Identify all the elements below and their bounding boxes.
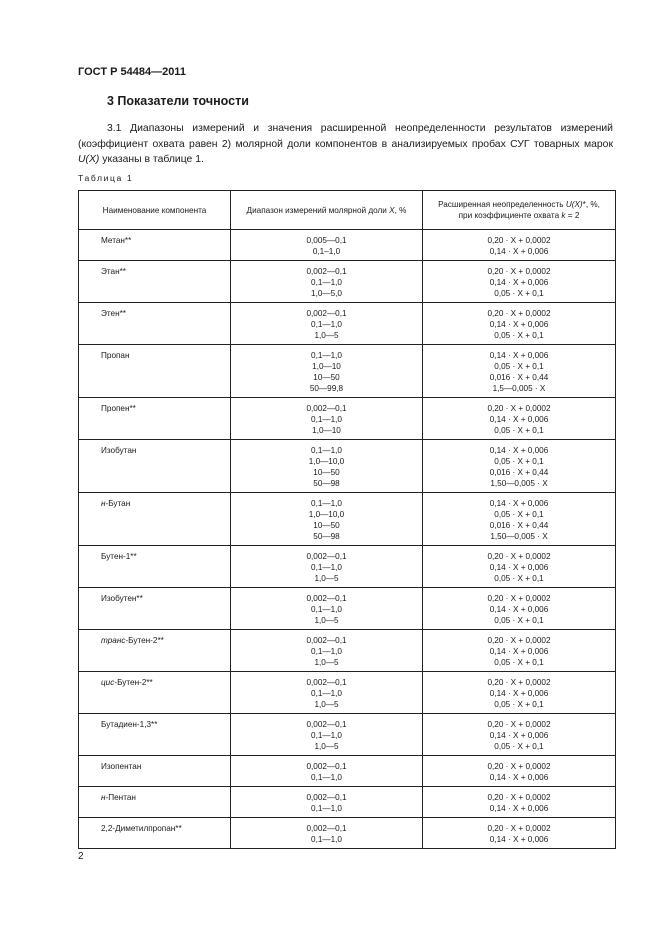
component-cell (79, 303, 231, 345)
component-name: Пропан (101, 351, 130, 360)
component-name: Метан** (101, 236, 132, 245)
uncertainty-value: 0,14 · X + 0,006 (489, 415, 549, 424)
component-name: транс-Бутен-2** (101, 636, 164, 645)
range-cell (231, 493, 423, 546)
uncertainty-value: 0,05 · X + 0,1 (494, 574, 544, 583)
uncertainty-value: 0,14 · X + 0,006 (489, 278, 549, 287)
range-value: 1,0—5 (314, 700, 339, 709)
uncertainty-value: 0,14 · X + 0,006 (489, 499, 549, 508)
range-value: 0,1—1,0 (311, 415, 342, 424)
uncertainty-value: 0,20 · X + 0,0002 (487, 267, 551, 276)
range-cell (231, 440, 423, 493)
table-row (79, 261, 616, 303)
uncertainty-value: 0,20 · X + 0,0002 (487, 762, 551, 771)
uncertainty-value: 0,14 · X + 0,006 (489, 835, 549, 844)
uncertainty-value: 0,05 · X + 0,1 (494, 331, 544, 340)
component-cell (79, 345, 231, 398)
component-cell (79, 756, 231, 787)
range-value: 0,002—0,1 (306, 824, 347, 833)
component-name: 2,2-Диметилпропан** (101, 824, 182, 833)
range-value: 0,002—0,1 (306, 267, 347, 276)
component-cell (79, 230, 231, 261)
uncertainty-value: 0,05 · X + 0,1 (494, 426, 544, 435)
uncertainty-value: 0,016 · X + 0,44 (489, 373, 549, 382)
page-number: 2 (78, 851, 84, 862)
range-cell (231, 756, 423, 787)
uncertainty-value: 1,50—0,005 · X (490, 532, 548, 541)
range-value: 0,1—1,0 (311, 689, 342, 698)
document-header: ГОСТ Р 54484—2011 (78, 66, 186, 78)
range-value: 0,005—0,1 (306, 236, 347, 245)
uncertainty-value: 0,05 · X + 0,1 (494, 742, 544, 751)
header-component: Наименование компонента (79, 191, 231, 230)
range-value: 0,1—1,0 (311, 351, 342, 360)
component-cell (79, 818, 231, 849)
component-name: Бутадиен-1,3** (101, 720, 158, 729)
uncertainty-cell (423, 588, 616, 630)
range-cell (231, 714, 423, 756)
component-name: Пропен** (101, 404, 136, 413)
uncertainty-cell (423, 630, 616, 672)
uncertainty-value: 0,016 · X + 0,44 (489, 521, 549, 530)
uncertainty-value: 0,05 · X + 0,1 (494, 457, 544, 466)
range-value: 10—50 (313, 468, 340, 477)
range-value: 0,1—1,0 (311, 278, 342, 287)
component-name: Этен** (101, 309, 126, 318)
table-row (79, 440, 616, 493)
uncertainty-value: 0,20 · X + 0,0002 (487, 552, 551, 561)
range-cell (231, 672, 423, 714)
uncertainty-value: 0,20 · X + 0,0002 (487, 793, 551, 802)
range-value: 0,002—0,1 (306, 678, 347, 687)
range-value: 0,1—1,0 (311, 835, 342, 844)
uncertainty-value: 0,05 · X + 0,1 (494, 658, 544, 667)
range-value: 1,0—5 (314, 616, 339, 625)
range-value: 0,1—1,0 (311, 605, 342, 614)
component-name: Изопентан (101, 762, 142, 771)
range-cell (231, 630, 423, 672)
uncertainty-value: 0,016 · X + 0,44 (489, 468, 549, 477)
uncertainty-cell (423, 230, 616, 261)
table-row (79, 818, 616, 849)
header-uncertainty: Расширенная неопределенность U(X)*, %, при коэффициенте охвата k = 2 (423, 191, 616, 230)
table-row (79, 714, 616, 756)
range-cell (231, 787, 423, 818)
uncertainty-value: 0,05 · X + 0,1 (494, 616, 544, 625)
range-value: 0,002—0,1 (306, 793, 347, 802)
range-cell (231, 230, 423, 261)
uncertainty-value: 0,20 · X + 0,0002 (487, 404, 551, 413)
uncertainty-value: 0,20 · X + 0,0002 (487, 678, 551, 687)
range-value: 0,002—0,1 (306, 720, 347, 729)
uncertainty-cell (423, 493, 616, 546)
component-cell (79, 787, 231, 818)
range-value: 1,0—10 (312, 362, 341, 371)
range-value: 0,002—0,1 (306, 309, 347, 318)
component-cell (79, 440, 231, 493)
range-value: 1,0—10,0 (308, 457, 345, 466)
range-value: 0,1—1,0 (311, 563, 342, 572)
range-value: 0,1—1,0 (311, 499, 342, 508)
uncertainty-value: 0,14 · X + 0,006 (489, 773, 549, 782)
range-value: 0,1–1,0 (312, 247, 341, 256)
component-name: Этан** (101, 267, 126, 276)
uncertainty-value: 0,05 · X + 0,1 (494, 700, 544, 709)
uncertainty-value: 0,14 · X + 0,006 (489, 689, 549, 698)
uncertainty-cell (423, 672, 616, 714)
uncertainty-cell (423, 261, 616, 303)
uncertainty-value: 0,14 · X + 0,006 (489, 446, 549, 455)
component-name: Изобутен** (101, 594, 143, 603)
table-row (79, 672, 616, 714)
range-value: 1,0—5 (314, 742, 339, 751)
range-value: 1,0—5 (314, 658, 339, 667)
uncertainty-cell (423, 440, 616, 493)
range-value: 1,0—10,0 (308, 510, 345, 519)
accuracy-table (78, 190, 616, 849)
uncertainty-cell (423, 787, 616, 818)
range-value: 0,002—0,1 (306, 636, 347, 645)
uncertainty-value: 1,50—0,005 · X (490, 479, 548, 488)
table-header-row (79, 191, 616, 230)
range-value: 10—50 (313, 373, 340, 382)
component-cell (79, 546, 231, 588)
range-cell (231, 818, 423, 849)
component-cell (79, 672, 231, 714)
paragraph-ux: U(X) (78, 154, 100, 166)
uncertainty-value: 0,14 · X + 0,006 (489, 247, 549, 256)
paragraph-text-2: указаны в таблице 1. (99, 154, 204, 166)
component-name: Изобутан (101, 446, 137, 455)
table-row (79, 398, 616, 440)
uncertainty-value: 0,05 · X + 0,1 (494, 362, 544, 371)
range-value: 1,0—5 (314, 574, 339, 583)
component-name: н-Пентан (101, 793, 136, 802)
uncertainty-value: 0,14 · X + 0,006 (489, 804, 549, 813)
range-value: 50—99,8 (309, 384, 344, 393)
component-name: Бутен-1** (101, 552, 137, 561)
range-value: 0,002—0,1 (306, 404, 347, 413)
section-title: 3 Показатели точности (107, 94, 249, 108)
header-range: Диапазон измерений молярной доли X, % (231, 191, 423, 230)
table-row (79, 546, 616, 588)
uncertainty-value: 0,14 · X + 0,006 (489, 647, 549, 656)
uncertainty-value: 0,14 · X + 0,006 (489, 605, 549, 614)
range-value: 0,1—1,0 (311, 647, 342, 656)
component-name: н-Бутан (101, 499, 131, 508)
table-row (79, 493, 616, 546)
range-cell (231, 398, 423, 440)
uncertainty-value: 0,14 · X + 0,006 (489, 731, 549, 740)
uncertainty-value: 0,20 · X + 0,0002 (487, 236, 551, 245)
range-value: 0,002—0,1 (306, 762, 347, 771)
uncertainty-value: 0,14 · X + 0,006 (489, 351, 549, 360)
range-value: 0,1—1,0 (311, 773, 342, 782)
range-cell (231, 303, 423, 345)
range-value: 0,1—1,0 (311, 446, 342, 455)
uncertainty-cell (423, 303, 616, 345)
component-cell (79, 493, 231, 546)
range-cell (231, 261, 423, 303)
table-row (79, 787, 616, 818)
range-cell (231, 345, 423, 398)
uncertainty-cell (423, 546, 616, 588)
uncertainty-value: 0,14 · X + 0,006 (489, 563, 549, 572)
uncertainty-cell (423, 398, 616, 440)
table-row (79, 630, 616, 672)
table-caption: Таблица 1 (78, 173, 134, 183)
table-row (79, 303, 616, 345)
uncertainty-cell (423, 345, 616, 398)
table-row (79, 756, 616, 787)
component-cell (79, 714, 231, 756)
component-cell (79, 261, 231, 303)
range-value: 0,1—1,0 (311, 320, 342, 329)
uncertainty-value: 0,20 · X + 0,0002 (487, 309, 551, 318)
range-value: 0,002—0,1 (306, 552, 347, 561)
range-cell (231, 546, 423, 588)
uncertainty-value: 0,20 · X + 0,0002 (487, 720, 551, 729)
table-row (79, 588, 616, 630)
uncertainty-value: 0,05 · X + 0,1 (494, 289, 544, 298)
uncertainty-value: 0,05 · X + 0,1 (494, 510, 544, 519)
component-cell (79, 630, 231, 672)
uncertainty-cell (423, 818, 616, 849)
uncertainty-value: 0,20 · X + 0,0002 (487, 594, 551, 603)
range-value: 50—98 (313, 532, 340, 541)
table-body (79, 230, 616, 849)
range-value: 1,0—5 (314, 331, 339, 340)
component-cell (79, 588, 231, 630)
intro-paragraph (78, 121, 613, 168)
table-row (79, 230, 616, 261)
uncertainty-value: 0,20 · X + 0,0002 (487, 824, 551, 833)
uncertainty-cell (423, 714, 616, 756)
component-name: цис-Бутен-2** (101, 678, 153, 687)
uncertainty-value: 1,5—0,005 · X (492, 384, 546, 393)
range-value: 0,1—1,0 (311, 731, 342, 740)
range-value: 0,1—1,0 (311, 804, 342, 813)
range-value: 50—98 (313, 479, 340, 488)
paragraph-text-1: 3.1 Диапазоны измерений и значения расширенной неопределенности результатов измерений (коэффициент охвата равен 2) молярной доли компонентов в анализируемых пробах СУГ товарных марок (78, 123, 613, 150)
range-value: 1,0—10 (312, 426, 341, 435)
range-value: 10—50 (313, 521, 340, 530)
range-value: 1,0—5,0 (311, 289, 342, 298)
range-value: 0,002—0,1 (306, 594, 347, 603)
uncertainty-value: 0,20 · X + 0,0002 (487, 636, 551, 645)
range-cell (231, 588, 423, 630)
table-row (79, 345, 616, 398)
uncertainty-value: 0,14 · X + 0,006 (489, 320, 549, 329)
uncertainty-cell (423, 756, 616, 787)
component-cell (79, 398, 231, 440)
